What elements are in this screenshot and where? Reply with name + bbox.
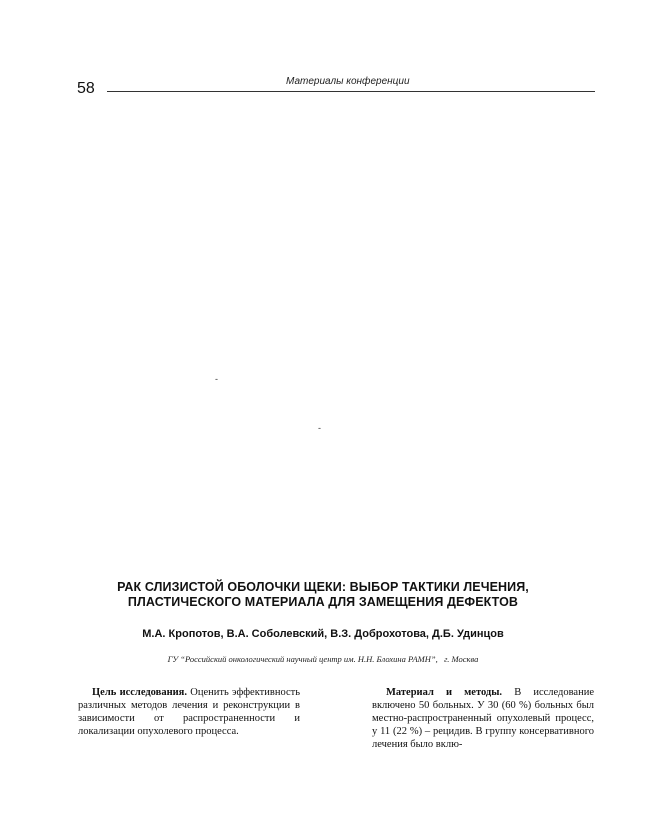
title-line: ПЛАСТИЧЕСКОГО МАТЕРИАЛА ДЛЯ ЗАМЕЩЕНИЯ ДЕФЕКТОВ <box>127 595 519 609</box>
paragraph-text: Оценить эффективность различных методов лечения и реконструкции в зависимости от распространенности и локализации опухолевого процесса. <box>78 687 300 737</box>
title-line: РАК СЛИЗИСТОЙ ОБОЛОЧКИ ЩЕКИ: ВЫБОР ТАКТИКИ ЛЕЧЕНИЯ, <box>117 580 529 594</box>
paragraph <box>78 686 300 738</box>
running-head: Материалы конференции <box>286 76 410 87</box>
authors: М.А. Кропотов, В.А. Соболевский, В.З. Доброхотова, Д.Б. Удинцов <box>142 628 504 640</box>
paragraph <box>372 686 594 751</box>
header-rule <box>107 91 595 92</box>
stray-mark: - <box>215 374 218 384</box>
article-title <box>80 580 566 610</box>
section-lead: Цель исследования. <box>92 687 187 698</box>
section-lead: Материал и методы. <box>386 687 503 698</box>
paragraph-text: В исследование включено 50 больных. У 30 (60 %) больных был местно-распространенный опухолевый процесс, у 11 (22 %) – рецидив. В группу консервативного лечения было вклю- <box>372 687 594 750</box>
affiliation: ГУ “Российский онкологический научный центр им. Н.Н. Блохина РАМН”, г. Москва <box>167 654 479 664</box>
page-number: 58 <box>77 80 95 97</box>
left-column <box>78 686 300 738</box>
stray-mark: - <box>318 423 321 433</box>
right-column <box>372 686 594 751</box>
